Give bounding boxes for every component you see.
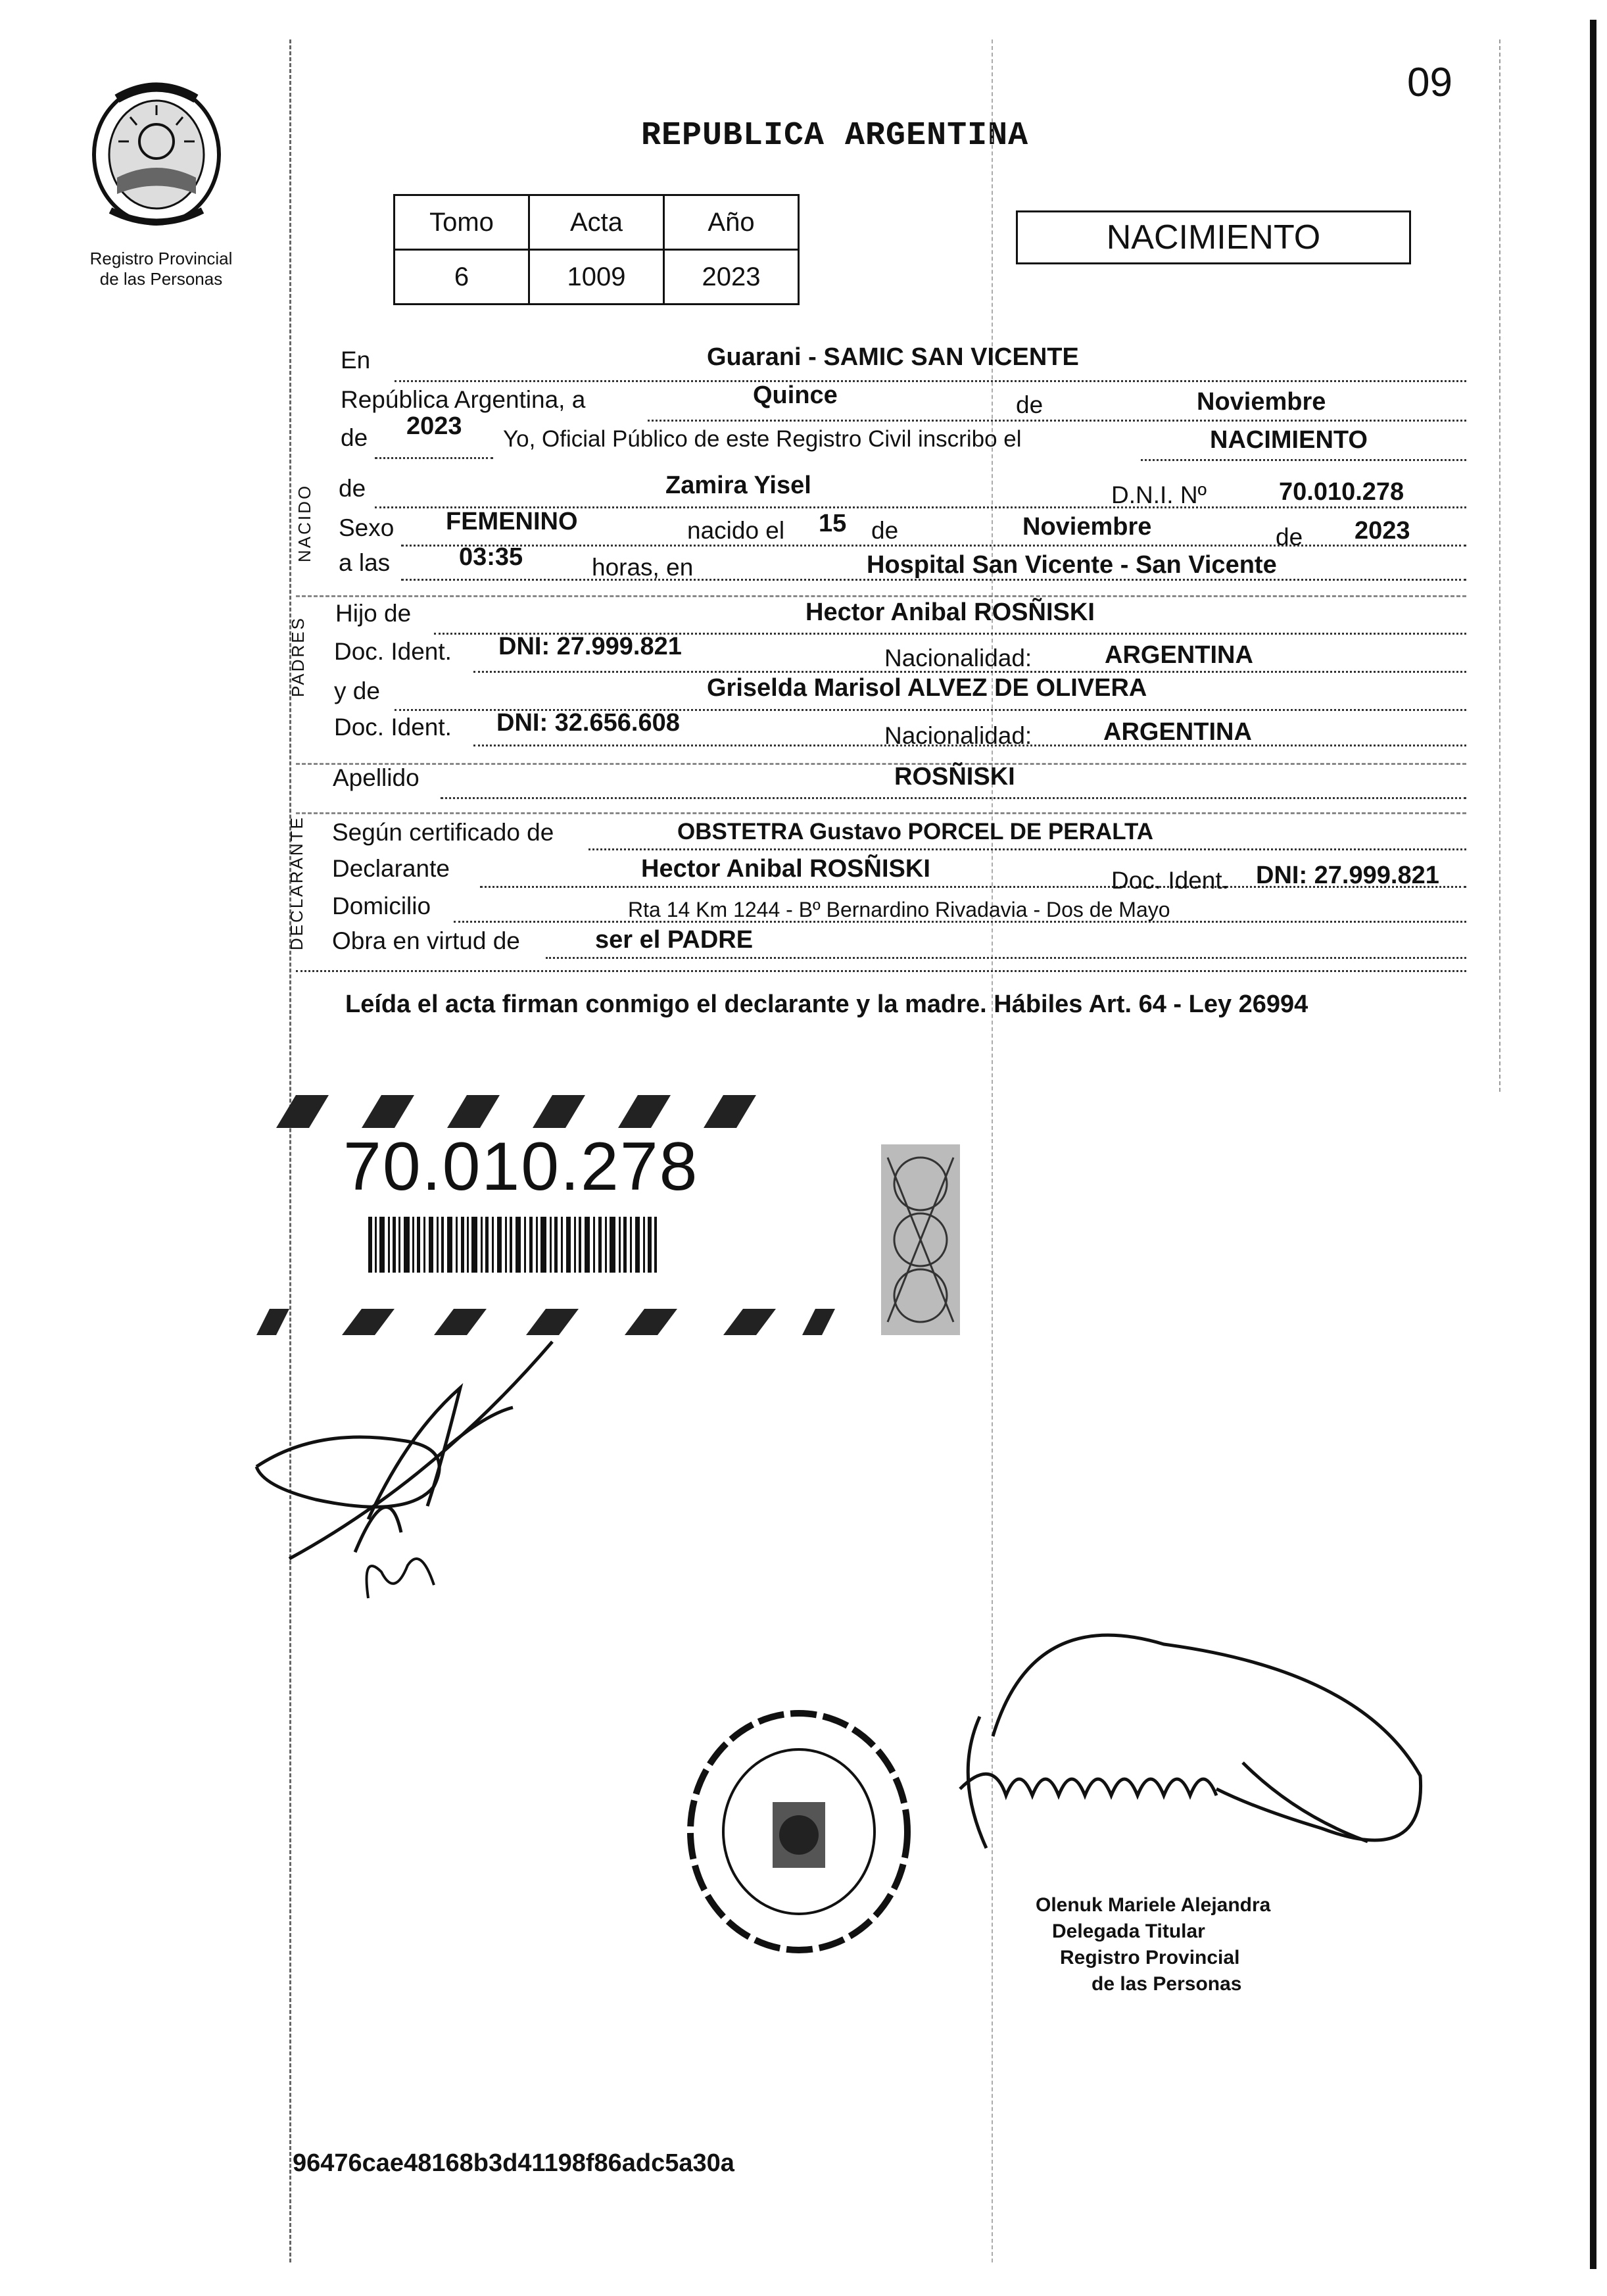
en-label: En	[341, 347, 371, 374]
acta-value: 1009	[529, 250, 664, 305]
side-label-declarante: DECLARANTE	[287, 816, 306, 950]
month-value: Noviembre	[1197, 388, 1326, 416]
birth-year-value: 2023	[1355, 517, 1410, 545]
scan-edge-bar	[1590, 20, 1596, 2269]
hijo-label: Hijo de	[335, 600, 412, 627]
declarante-label: Declarante	[332, 855, 450, 882]
surname-value: ROSÑISKI	[894, 763, 1015, 791]
cert-label: Según certificado de	[332, 819, 554, 846]
dotted-line	[546, 957, 1466, 959]
certificate-value: OBSTETRA Gustavo PORCEL DE PERALTA	[677, 819, 1154, 844]
dotted-line	[375, 457, 493, 459]
mother-doc-value: DNI: 32.656.608	[496, 709, 680, 737]
dotted-line	[648, 420, 1466, 422]
de-label: de	[1016, 391, 1043, 418]
birth-day-value: 15	[819, 510, 847, 537]
father-doc-label: Doc. Ident.	[334, 638, 452, 665]
father-nat-label: Nacionalidad:	[884, 645, 1032, 672]
side-label-nacido: NACIDO	[295, 483, 314, 562]
security-hologram	[881, 1144, 960, 1335]
security-strip-top	[250, 1092, 815, 1131]
separator-nacido	[296, 595, 1466, 597]
right-margin-rule	[1499, 39, 1500, 1092]
dotted-line	[441, 797, 1466, 799]
side-label-padres: PADRES	[288, 616, 308, 697]
official-stamp	[681, 1703, 917, 1960]
republic-label: República Argentina, a	[341, 386, 586, 413]
anio-value: 2023	[664, 250, 799, 305]
de-label-5: de	[1276, 524, 1303, 550]
document-hash: 96476cae48168b3d41198f86adc5a30a	[293, 2149, 734, 2177]
dni-big-number: 70.010.278	[343, 1129, 699, 1205]
father-value: Hector Anibal ROSÑISKI	[805, 598, 1095, 626]
signer-org-line2: de las Personas	[1091, 1973, 1242, 1995]
dotted-line	[1141, 459, 1466, 461]
obra-label: Obra en virtud de	[332, 927, 520, 954]
registrar-signature	[901, 1631, 1440, 1894]
birth-month-value: Noviembre	[1022, 513, 1152, 541]
mother-nat-label: Nacionalidad:	[884, 722, 1032, 749]
father-nat-value: ARGENTINA	[1105, 641, 1253, 669]
barcode	[368, 1217, 658, 1273]
yde-label: y de	[334, 677, 380, 704]
dni-label: D.N.I. Nº	[1111, 481, 1207, 508]
record-type-box: NACIMIENTO	[1016, 210, 1411, 264]
mother-value: Griselda Marisol ALVEZ DE OLIVERA	[707, 674, 1147, 702]
registry-caption	[62, 249, 260, 289]
a-las-label: a las	[339, 549, 391, 576]
apellido-label: Apellido	[333, 764, 420, 791]
dotted-line	[401, 545, 1466, 547]
separator-padres	[296, 763, 1466, 765]
tomo-value: 6	[395, 250, 529, 305]
page-number: 09	[1407, 60, 1452, 105]
declarant-doc-label: Doc. Ident.	[1111, 867, 1229, 894]
sexo-label: Sexo	[339, 514, 395, 541]
year-value: 2023	[406, 412, 462, 440]
security-strip-bottom	[250, 1306, 842, 1338]
mother-nat-value: ARGENTINA	[1103, 718, 1252, 746]
officer-text: Yo, Oficial Público de este Registro Civil inscribo el	[503, 426, 1022, 452]
address-value: Rta 14 Km 1244 - Bº Bernardino Rivadavia - Dos de Mayo	[628, 898, 1170, 921]
signer-name: Olenuk Mariele Alejandra	[1036, 1894, 1271, 1916]
tomo-label: Tomo	[395, 195, 529, 250]
acta-label: Acta	[529, 195, 664, 250]
domicilio-label: Domicilio	[332, 892, 431, 919]
dotted-line	[395, 380, 1466, 382]
center-fold-rule	[992, 39, 993, 2262]
child-name-value: Zamira Yisel	[665, 472, 811, 499]
misiones-coat-of-arms-logo	[78, 79, 235, 237]
event-value: NACIMIENTO	[1210, 426, 1368, 454]
nacido-label: nacido el	[687, 517, 785, 544]
child-dni-value: 70.010.278	[1279, 478, 1404, 506]
registry-caption-line1: Registro Provincial	[89, 249, 233, 268]
father-doc-value: DNI: 27.999.821	[498, 633, 682, 660]
country-title: REPUBLICA ARGENTINA	[641, 117, 1029, 155]
declarant-signature	[237, 1335, 605, 1611]
birth-time-value: 03:35	[459, 543, 523, 571]
declarant-doc-value: DNI: 27.999.821	[1256, 862, 1439, 889]
register-table	[393, 194, 800, 305]
sex-value: FEMENINO	[446, 508, 578, 535]
horas-label: horas, en	[592, 554, 694, 581]
day-words-value: Quince	[753, 381, 838, 409]
declarant-value: Hector Anibal ROSÑISKI	[641, 855, 930, 883]
birth-place-value: Hospital San Vicente - San Vicente	[867, 551, 1277, 579]
signer-role: Delegada Titular	[1052, 1920, 1205, 1942]
separator-apellido	[296, 812, 1466, 814]
capacity-value: ser el PADRE	[595, 926, 754, 954]
closing-statement: Leída el acta firman conmigo el declarante y la madre. Hábiles Art. 64 - Ley 26994	[345, 990, 1308, 1018]
anio-label: Año	[664, 195, 799, 250]
mother-doc-label: Doc. Ident.	[334, 714, 452, 741]
margin-rule	[289, 39, 291, 2262]
de-label-2: de	[341, 424, 368, 451]
signer-org-line1: Registro Provincial	[1060, 1947, 1240, 1968]
dotted-line	[296, 970, 1466, 972]
de-label-3: de	[339, 475, 366, 502]
de-label-4: de	[871, 517, 899, 544]
place-value: Guarani - SAMIC SAN VICENTE	[707, 343, 1079, 371]
registry-caption-line2: de las Personas	[99, 269, 223, 289]
dotted-line	[588, 848, 1466, 850]
